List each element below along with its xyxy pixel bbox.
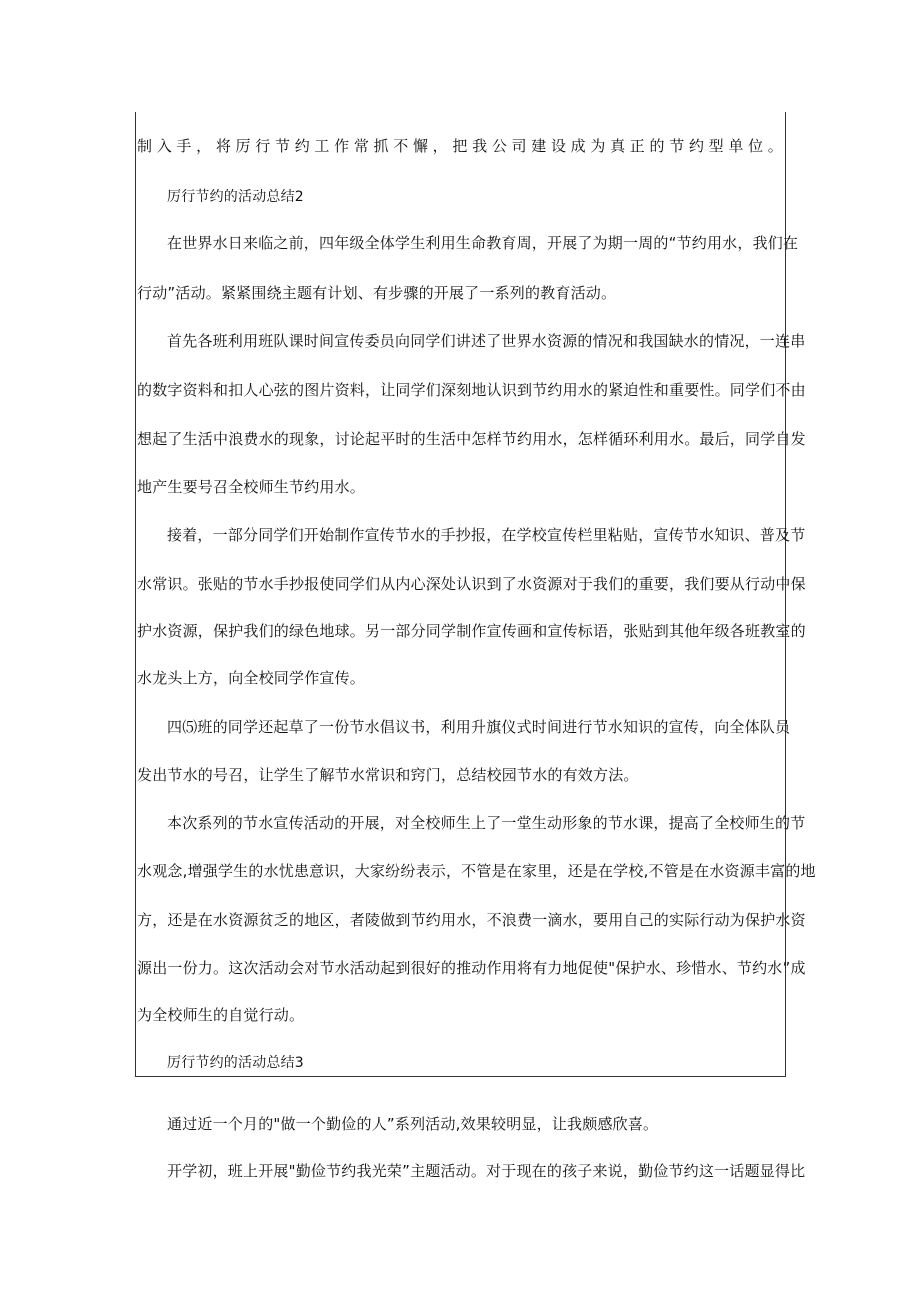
section-heading: 厉行节约的活动总结3 <box>167 1055 304 1071</box>
paragraph-line: 首先各班利用班队课时间宣传委员向同学们讲述了世界水资源的情况和我国缺水的情况，一连串 <box>167 332 806 350</box>
paragraph-line: 在世界水日来临之前，四年级全体学生利用生命教育周，开展了为期一周的“节约用水，我们在 <box>167 234 799 252</box>
paragraph-line: 行动”活动。紧紧围绕主题有计划、有步骤的开展了一系列的教育活动。 <box>137 284 617 302</box>
paragraph-line: 护水资源，保护我们的绿色地球。另一部分同学制作宣传画和宣传标语，张贴到其他年级各班教室的 <box>137 622 806 640</box>
paragraph-line: 通过近一个月的"做一个勤俭的人”系列活动,效果较明显，让我颇感欣喜。 <box>167 1115 659 1133</box>
paragraph-line: 地产生要号召全校师生节约用水。 <box>137 478 366 496</box>
paragraph-line: 制入手，将厉行节约工作常抓不懈，把我公司建设成为真正的节约型单位。 <box>137 137 783 155</box>
paragraph-line: 本次系列的节水宣传活动的开展，对全校师生上了一堂生动形象的节水课，提高了全校师生的节 <box>167 814 806 832</box>
paragraph-line: 方，还是在水资源贫乏的地区，者陵做到节约用水，不浪费一滴水，要用自己的实际行动为保护水资 <box>137 911 806 929</box>
paragraph-line: 想起了生活中浪费水的现象，讨论起平时的生活中怎样节约用水，怎样循环利用水。最后，同学自发 <box>137 430 806 448</box>
paragraph-line: 开学初，班上开展"勤俭节约我光荣”主题活动。对于现在的孩子来说，勤俭节约这一话题显得比 <box>167 1162 806 1180</box>
paragraph-line: 水观念,增强学生的水忧患意识，大家纷纷表示，不管是在家里，还是在学校,不管是在水资源丰富的地 <box>137 862 816 880</box>
section-heading: 厉行节约的活动总结2 <box>167 189 304 205</box>
paragraph-line: 为全校师生的自觉行动。 <box>137 1006 305 1024</box>
table-cell-border <box>135 112 816 1077</box>
paragraph-line: 发出节水的号召，让学生了解节水常识和窍门，总结校园节水的有效方法。 <box>137 766 639 784</box>
paragraph-line: 水龙头上方，向全校同学作宣传。 <box>137 669 366 687</box>
paragraph-line: 的数字资料和扣人心弦的图片资料，让同学们深刻地认识到节约用水的紧迫性和重要性。同学们不由 <box>137 381 806 399</box>
paragraph-line: 四⑸班的同学还起草了一份节水倡议书，利用升旗仪式时间进行节水知识的宣传，向全体队员 <box>167 718 791 736</box>
paragraph-line: 接着，一部分同学们开始制作宣传节水的手抄报，在学校宣传栏里粘贴，宣传节水知识、普及节 <box>167 526 806 544</box>
paragraph-line: 水常识。张贴的节水手抄报使同学们从内心深处认识到了水资源对于我们的重要，我们要从行动中保 <box>137 575 806 593</box>
paragraph-line: 源出一份力。这次活动会对节水活动起到很好的推动作用将有力地促使"保护水、珍惜水、节约水”成 <box>137 959 806 977</box>
